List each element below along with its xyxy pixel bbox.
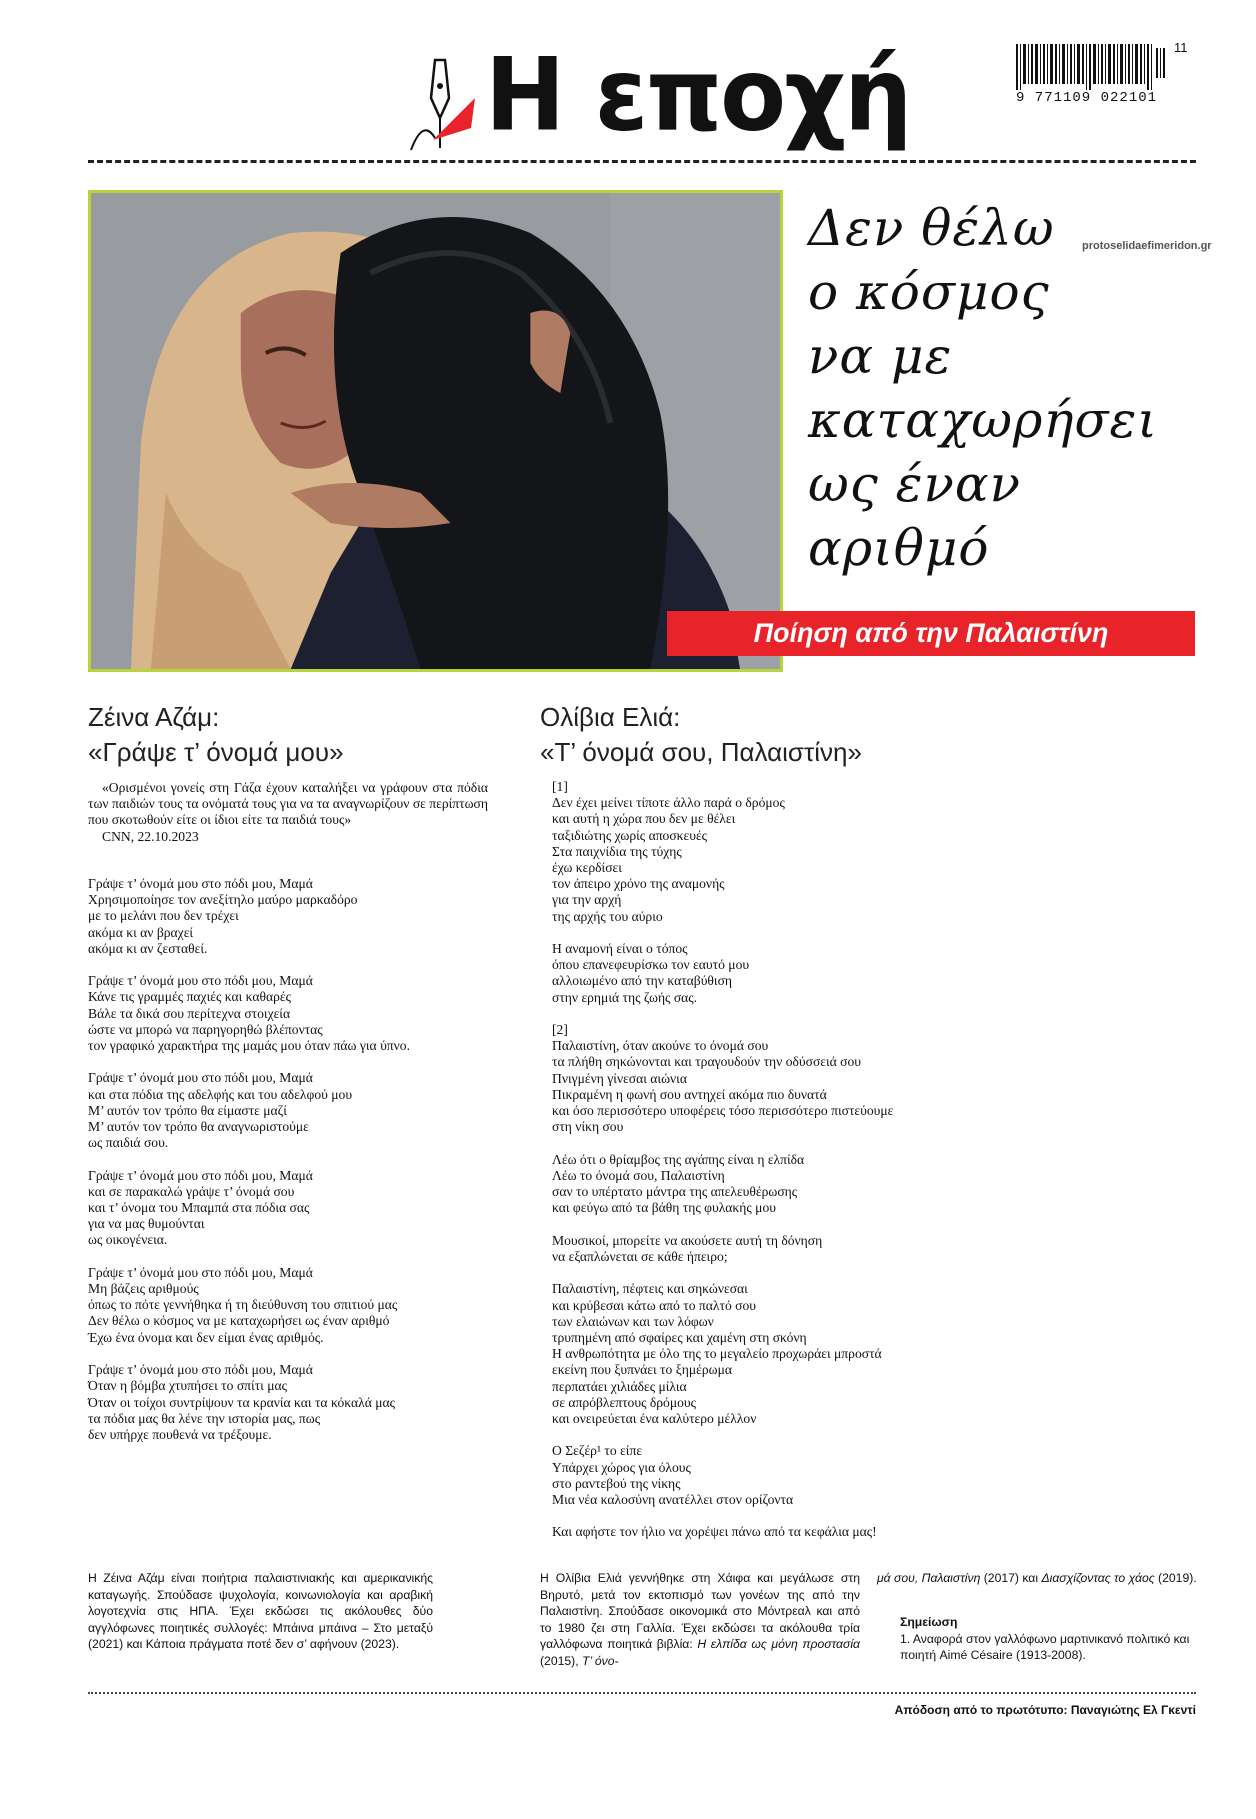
- headline-line: να με: [808, 327, 953, 385]
- watermark-text: protoselidaefimeridon.gr: [1082, 240, 1212, 252]
- fountain-pen-logo-icon: [405, 58, 475, 153]
- issue-number: 11: [1174, 40, 1188, 55]
- epigraph: [88, 780, 488, 845]
- left-poem-author: Ζέινα Αζάμ:: [88, 702, 220, 732]
- photo-embracing-women-icon: [91, 193, 780, 669]
- headline-line: καταχωρήσει: [808, 391, 1158, 449]
- right-poem-name: «Τ’ όνομά σου, Παλαιστίνη»: [540, 737, 862, 767]
- book-title: μά σου, Παλαιστίνη: [877, 1571, 981, 1585]
- left-poem-text: Γράψε τ’ όνομά μου στο πόδι μου, Μαμά Χρησιμοποίησε τον ανεξίτηλο μαύρο μαρκαδόρο με το μελάνι που δεν τρέχει ακόμα κι αν βραχεί ακόμα κι αν ζεσταθεί. Γράψε τ’ όνομά μου στο πόδι μου, Μαμά Κάνε τις γραμμές παχιές και καθαρές Βάλε τα δικά σου περίτεχνα στοιχεία ώστε να μπορώ να παρηγορηθώ βλέποντας τον γραφικό χαρακτήρα της μαμάς μου όταν πάω για ύπνο. Γράψε τ’ όνομά μου στο πόδι μου, Μαμά και στα πόδια της αδελφής και του αδελφού μου Μ’ αυτόν τον τρόπο θα είμαστε μαζί Μ’ αυτόν τον τρόπο θα αναγνωριστούμε ως παιδιά σου. Γράψε τ’ όνομά μου στο πόδι μου, Μαμά και σε παρακαλώ γράψε τ’ όνομά σου και τ’ όνομα του Μπαμπά στα πόδια σας για να μας θυμούνται ως οικογένεια. Γράψε τ’ όνομά μου στο πόδι μου, Μαμά Μη βάζεις αριθμούς όπως το πότε γεννήθηκα ή τη διεύθυνση του σπιτιού μας Δεν θέλω ο κόσμος να με καταχωρήσει ως έναν αριθμό Έχω ένα όνομα και δεν είμαι ένας αριθμός. Γράψε τ’ όνομά μου στο πόδι μου, Μαμά Όταν η βόμβα χτυπήσει το σπίτι μας Όταν οι τοίχοι συντρίψουν τα κρανία και τα κόκαλά μας τα πόδια μας θα λένε την ιστορία μας, πως δεν υπήρχε πουθενά να τρέξουμε.: [88, 876, 411, 1442]
- translation-credit: Απόδοση από το πρωτότυπο: Παναγιώτης Ελ Γκεντί: [894, 1703, 1196, 1717]
- book-year: (2019).: [1154, 1571, 1197, 1585]
- headline-line: Δεν θέλω: [808, 199, 1055, 257]
- bio-olivia-elias-continued: [877, 1570, 1197, 1587]
- bio-olivia-elias: [540, 1570, 860, 1669]
- lead-photo: [88, 190, 783, 672]
- barcode-icon: [1016, 44, 1166, 90]
- right-poem-text: [1] Δεν έχει μείνει τίποτε άλλο παρά ο δρόμος και αυτή η χώρα που δεν με θέλει ταξιδιώτης χωρίς αποσκευές Στα παιχνίδια της τύχης έχω κερδίσει τον άπειρο χρόνο της αναμονής για την αρχή της αρχής του αύριο Η αναμονή είναι ο τόπος όπου επανεφευρίσκω τον εαυτό μου αλλοιωμένο από την καταβύθιση στην ερημιά της ζωής σας. [2] Παλαιστίνη, όταν ακούνε το όνομά σου τα πλήθη σηκώνονται και τραγουδούν την οδύσσειά σου Πνιγμένη γίνεσαι αιώνια Πικραμένη η φωνή σου αντηχεί ακόμα πιο δυνατά και όσο περισσότερο υποφέρεις τόσο περισσότερο πιστεύουμε στη νίκη σου Λέω ότι ο θρίαμβος της αγάπης είναι η ελπίδα Λέω το όνομά σου, Παλαιστίνη σαν το υπέρτατο μάντρα της απελευθέρωσης και φεύγω από τα βάθη της φυλακής μου Μουσικοί, μπορείτε να ακούσετε αυτή τη δόνηση να εξαπλώνεται σε κάθε ήπειρο; Παλαιστίνη, πέφτεις και σηκώνεσαι και κρύβεσαι κάτω από το παλτό σου των ελαιώνων και των λόφων τρυπημένη από σφαίρες και χαμένη στη σκόνη Η ανθρωπότητα με όλο της το μεγαλείο προχωράει μπροστά εκείνη που ξυπνάει το ξημέρωμα περπατάει χιλιάδες μίλια σε απρόβλεπτους δρόμους και ονειρεύεται ένα καλύτερο μέλλον Ο Σεζέρ¹ το είπε Υπάρχει χώρος για όλους στο ραντεβού της νίκης Μια νέα καλοσύνη ανατέλλει στον ορίζοντα Και αφήστε τον ήλιο να χορέψει πάνω από τα κεφάλια μας!: [552, 779, 894, 1540]
- epigraph-source: CNN, 22.10.2023: [102, 828, 199, 844]
- left-poem-title: [88, 700, 344, 770]
- right-poem-author: Ολίβια Ελιά:: [540, 702, 681, 732]
- right-poem-title: [540, 700, 862, 770]
- book-title: Η ελπίδα ως μόνη προστασία: [697, 1637, 860, 1651]
- footnote-heading: Σημείωση: [900, 1615, 958, 1629]
- left-poem-name: «Γράψε τ’ όνομά μου»: [88, 737, 344, 767]
- newspaper-name: Η εποχή: [485, 36, 911, 154]
- headline-line: αριθμό: [808, 519, 990, 577]
- book-title: Τ’ όνο-: [582, 1653, 619, 1668]
- headline-line: ως έναν: [808, 455, 1022, 513]
- masthead-divider: [88, 160, 1196, 163]
- footnote: [900, 1614, 1200, 1664]
- footnote-text: 1. Αναφορά στον γαλλόφωνο μαρτινικανό πολιτικό και ποιητή Aimé Césaire (1913-2008).: [900, 1631, 1190, 1662]
- epigraph-text: «Ορισμένοι γονείς στη Γάζα έχουν καταλήξει να γράφουν στα πόδια των παιδιών τους τα ονόματά τους για να τα αναγνωρίζουν σε περίπτωση που σκοτωθούν είτε οι ίδιοι είτε τα παιδιά τους»: [88, 780, 488, 828]
- footer-divider: [88, 1692, 1196, 1694]
- bio-olivia-text: Η Ολίβια Ελιά γεννήθηκε στη Χάιφα και μεγάλωσε στη Βηρυτό, μετά τον εκτοπισμό των γονέων της από την Παλαιστίνη. Σπούδασε οικονομικά στο Μόντρεαλ και από το 1980 ζει στη Γαλλία. Έχει εκδώσει τα ακόλουθα τρία γαλλόφωνα ποιητικά βιβλία:: [540, 1571, 860, 1651]
- section-banner: Ποίηση από την Παλαιστίνη: [667, 611, 1195, 656]
- headline-line: ο κόσμος: [808, 263, 1050, 321]
- masthead: [405, 36, 911, 160]
- barcode-digits: 9 771109 022101: [1016, 90, 1158, 106]
- book-title: Διασχίζοντας το χάος: [1041, 1571, 1155, 1585]
- bio-zeina-azam: Η Ζέινα Αζάμ είναι ποιήτρια παλαιστινιακής και αμερικανικής καταγωγής. Σπούδασε ψυχολογία, κοινωνιολογία και αραβική λογοτεχνία στις ΗΠΑ. Έχει εκδώσει τις ακόλουθες δύο αγγλόφωνες ποιητικές συλλογές: Μπάινα μπάινα – Στο μεταξύ (2021) και Κάποια πράγματα ποτέ δεν σ’ αφήνουν (2023).: [88, 1571, 433, 1651]
- book-year: (2015),: [540, 1653, 583, 1668]
- barcode: [1016, 40, 1196, 110]
- book-year: (2017) και: [980, 1571, 1042, 1585]
- headline: [808, 196, 1208, 580]
